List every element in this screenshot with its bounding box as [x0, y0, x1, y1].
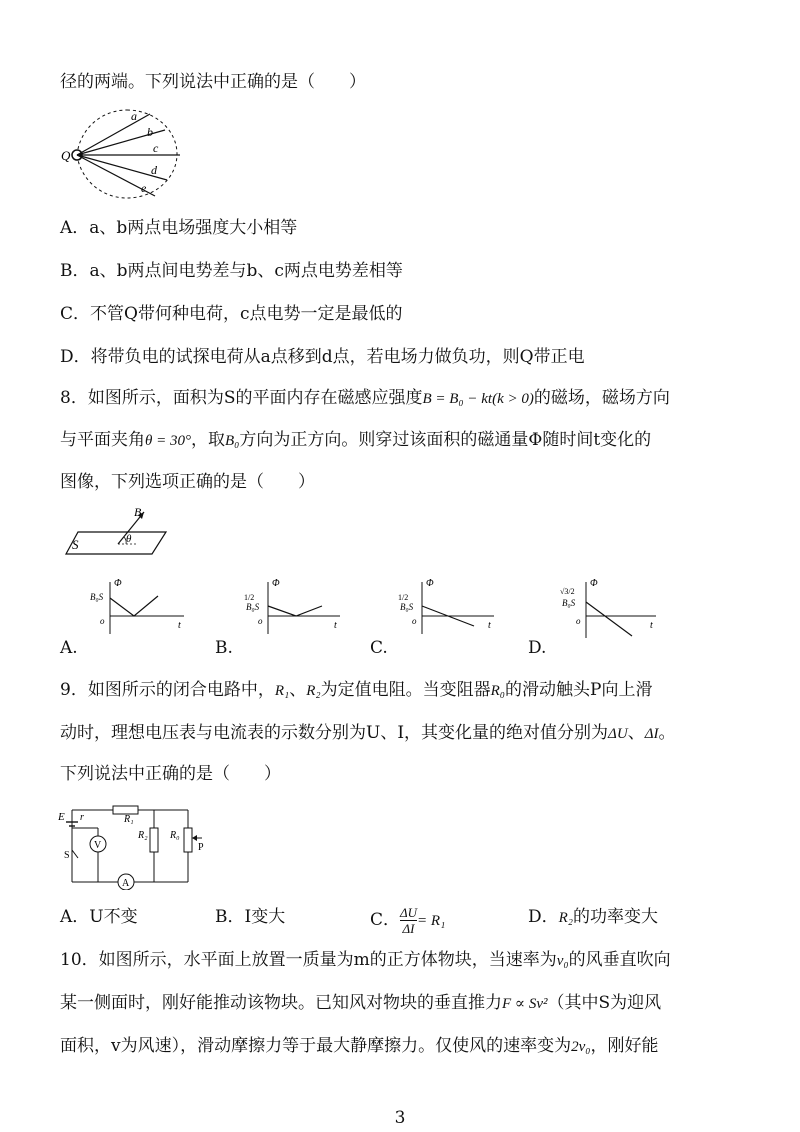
resistor-r2 — [150, 828, 158, 852]
q8-graph-d — [560, 576, 660, 642]
graph-d-curve — [586, 602, 632, 636]
label-d: d — [151, 163, 157, 177]
svg-text:o: o — [258, 616, 263, 626]
svg-text:Φ: Φ — [114, 578, 122, 589]
svg-text:t: t — [488, 620, 491, 631]
q9-circuit-diagram — [58, 798, 208, 890]
q8-label-a: A. — [60, 638, 78, 658]
q8-label-b: B. — [215, 638, 233, 658]
label-theta: θ — [126, 533, 132, 545]
label-a: a — [131, 109, 137, 123]
svg-text:t: t — [334, 620, 337, 631]
label-b: b — [147, 125, 153, 139]
q9-option-d: D．R₂的功率变大 — [528, 907, 659, 927]
q8-b-formula: B = B₀ − kt(k > 0) — [422, 391, 534, 407]
svg-text:B₀S: B₀S — [246, 602, 260, 612]
q8-graph-a — [88, 576, 188, 638]
page-number: 3 — [394, 1108, 406, 1128]
q7-option-d: D．将带负电的试探电荷从a点移到d点，若电场力做负功，则Q带正电 — [60, 347, 585, 367]
q8-plane-diagram — [58, 506, 173, 558]
svg-text:Φ: Φ — [272, 578, 280, 589]
svg-text:S: S — [64, 850, 70, 861]
svg-text:V: V — [94, 840, 102, 851]
svg-text:P: P — [198, 842, 204, 853]
q7-option-a: A．a、b两点电场强度大小相等 — [60, 218, 298, 238]
q7-option-b: B．a、b两点间电势差与b、c两点电势差相等 — [60, 261, 403, 281]
svg-text:Φ: Φ — [426, 578, 434, 589]
label-s: S — [72, 537, 79, 552]
q7-field-diagram — [55, 108, 205, 200]
svg-text:1/2: 1/2 — [244, 593, 255, 602]
q8-line1: 8．如图所示，面积为S的平面内存在磁感应强度B = B₀ − kt(k > 0)的磁场，磁场方向 — [60, 388, 670, 408]
svg-text:t: t — [178, 620, 181, 631]
svg-text:R₀: R₀ — [170, 830, 180, 841]
svg-text:B₀S: B₀S — [562, 598, 576, 608]
svg-text:o: o — [100, 616, 105, 626]
svg-text:A: A — [122, 878, 130, 889]
resistor-r1 — [113, 806, 138, 814]
q10-line1: 10．如图所示，水平面上放置一质量为m的正方体物块，当速率为v₀的风垂直吹向 — [60, 950, 671, 970]
graph-b-curve — [268, 606, 322, 616]
q9-line2: 动时，理想电压表与电流表的示数分别为U、I，其变化量的绝对值分别为ΔU、ΔI。 — [60, 723, 676, 743]
q8-line3: 图像，下列选项正确的是（ ） — [60, 472, 315, 492]
svg-text:B₀S: B₀S — [90, 592, 104, 602]
q9-line1: 9．如图所示的闭合电路中，R₁、R₂为定值电阻。当变阻器R₀的滑动触头P向上滑 — [60, 680, 653, 700]
label-c: c — [153, 141, 159, 155]
svg-text:R₂: R₂ — [138, 830, 148, 841]
svg-text:√3/2: √3/2 — [560, 587, 575, 596]
q9-line3: 下列说法中正确的是（ ） — [60, 764, 281, 784]
label-b-field: B — [134, 506, 142, 519]
q8-graph-c — [398, 576, 498, 638]
q10-line2: 某一侧面时，刚好能推动该物块。已知风对物块的垂直推力F ∝ Sv²（其中S为迎风 — [60, 993, 662, 1013]
svg-text:R₁: R₁ — [124, 814, 134, 825]
graph-a-curve — [110, 596, 158, 616]
q9-option-a: A．U不变 — [60, 907, 138, 927]
svg-text:1/2: 1/2 — [398, 593, 409, 602]
svg-text:o: o — [576, 616, 581, 626]
svg-text:o: o — [412, 616, 417, 626]
svg-text:r: r — [80, 812, 84, 823]
q8-label-c: C. — [370, 638, 388, 658]
q8-graph-b — [244, 576, 344, 638]
label-e: e — [141, 181, 147, 195]
q8-theta-formula: θ = 30° — [145, 433, 191, 449]
rheostat-r0 — [184, 828, 192, 852]
svg-text:Φ: Φ — [590, 578, 598, 589]
svg-text:B₀S: B₀S — [400, 602, 414, 612]
q8-label-d: D. — [528, 638, 547, 658]
q9-option-c: C． $\frac{\Delta U}{\Delta I}$ = R₁ — [370, 905, 446, 936]
q8-line2: 与平面夹角θ = 30°，取B₀方向为正方向。则穿过该面积的磁通量Φ随时间t变化的 — [60, 430, 652, 450]
q9-option-b: B．I变大 — [215, 907, 286, 927]
q10-line3: 面积，v为风速），滑动摩擦力等于最大静摩擦力。仅使风的速率变为2v₀，刚好能 — [60, 1036, 659, 1056]
q7-stem-tail: 径的两端。下列说法中正确的是（ ） — [60, 72, 366, 92]
svg-text:E: E — [58, 811, 65, 823]
q7-option-c: C．不管Q带何种电荷，c点电势一定是最低的 — [60, 304, 403, 324]
svg-text:t: t — [650, 620, 653, 631]
label-q: Q — [61, 148, 71, 163]
